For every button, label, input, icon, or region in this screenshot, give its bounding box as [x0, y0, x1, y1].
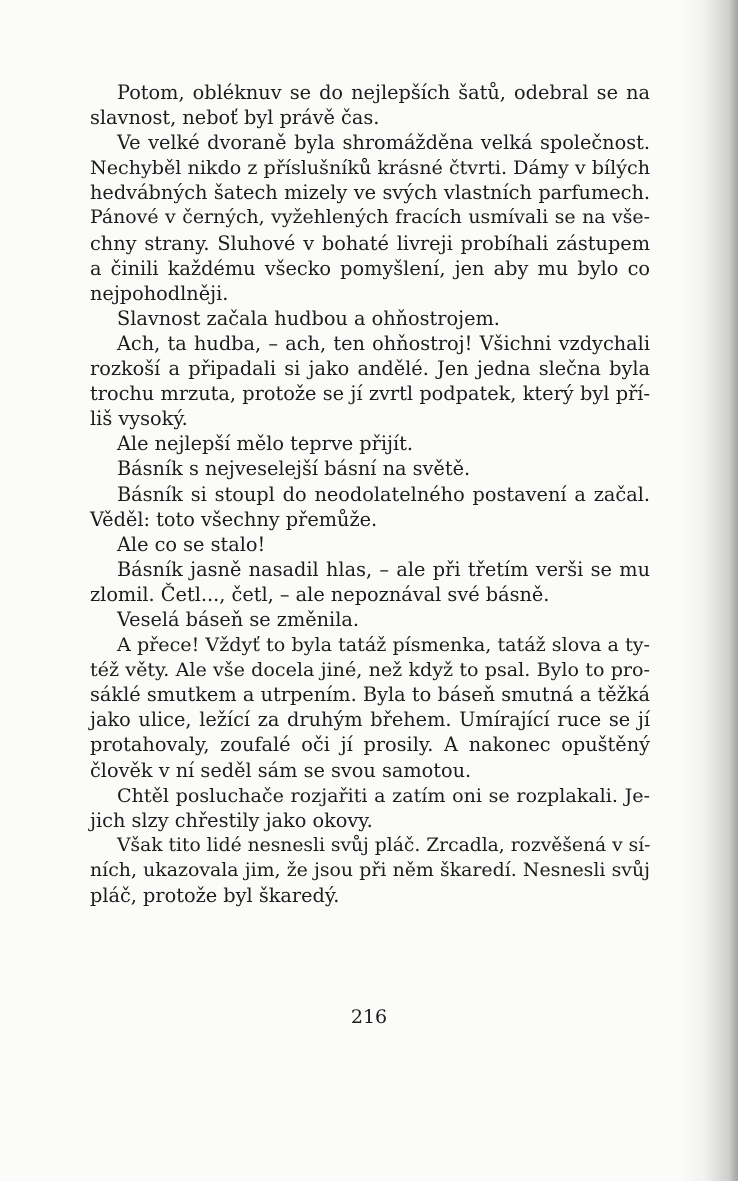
spine-shadow: [678, 0, 738, 1181]
text-line: Chtěl posluchače rozjařiti a zatím oni se rozplakali. Je-: [117, 783, 650, 807]
body-text: [90, 80, 650, 908]
text-line: trochu mrzuta, protože se jí zvrtl podpatek, který byl pří-: [90, 382, 650, 406]
text-line: Potom, obléknuv se do nejlepších šatů, odebral se na: [117, 81, 650, 104]
text-line: Básník jasně nasadil hlas, – ale při třetím verši se mu: [117, 557, 650, 581]
text-line: zlomil. Četl..., četl, – ale nepoznával své básně.: [90, 582, 550, 606]
paragraph: [90, 632, 650, 783]
text-line: a činili každému všecko pomyšlení, jen aby mu bylo co: [90, 256, 650, 280]
text-line: A přece! Vždyť to byla tatáž písmenka, tatáž slova a ty-: [117, 633, 650, 657]
text-line: rozkoší a připadali si jako andělé. Jen jedna slečna byla: [90, 357, 650, 381]
text-line: Ve velké dvoraně byla shromážděna velká společnost.: [117, 131, 650, 155]
paragraph: [90, 130, 650, 306]
paragraph: [90, 532, 650, 557]
paragraph: [90, 783, 650, 833]
text-line: chny strany. Sluhové v bohaté livreji probíhali zástupem: [90, 231, 650, 255]
text-line: sáklé smutkem a utrpením. Byla to báseň smutná a těžká: [90, 683, 650, 707]
paragraph: [90, 607, 650, 632]
text-line: protahovaly, zoufalé oči jí prosily. A nakonec opuštěný: [90, 733, 650, 757]
text-line: jako ulice, ležící za druhým břehem. Umírající ruce se jí: [90, 708, 650, 732]
paragraph: [90, 331, 650, 431]
paragraph: [90, 833, 650, 908]
text-line: Nechyběl nikdo z příslušníků krásné čtvrti. Dámy v bílých: [90, 156, 650, 180]
paragraph: [90, 80, 650, 130]
paragraph: [90, 482, 650, 532]
text-line: též věty. Ale vše docela jiné, než když to psal. Bylo to pro-: [90, 658, 650, 682]
text-line: nejpohodlněji.: [90, 281, 229, 305]
page-number: 216: [350, 1006, 388, 1028]
text-line: pláč, protože byl škaredý.: [90, 884, 340, 907]
paragraph: [90, 557, 650, 607]
text-line: Ale co se stalo!: [117, 532, 266, 556]
text-line: Pánové v černých, vyžehlených fracích usmívali se na vše-: [90, 206, 650, 229]
paragraph: [90, 431, 650, 456]
text-line: ních, ukazovala jim, že jsou při něm škaredí. Nesnesli svůj: [90, 858, 650, 881]
text-line: Slavnost začala hudbou a ohňostrojem.: [117, 306, 500, 330]
text-line: Básník s nejveselejší básní na světě.: [117, 457, 471, 481]
text-line: Věděl: toto všechny přemůže.: [90, 507, 378, 531]
text-line: hedvábných šatech mizely ve svých vlastních parfumech.: [90, 181, 650, 205]
text-line: slavnost, neboť byl právě čas.: [90, 106, 380, 130]
paragraph: [90, 456, 650, 481]
text-line: Ale nejlepší mělo teprve přijít.: [117, 432, 414, 456]
text-line: člověk v ní seděl sám se svou samotou.: [90, 758, 472, 782]
text-line: Však tito lidé nesnesli svůj pláč. Zrcadla, rozvěšená v sí-: [117, 834, 651, 856]
text-line: Ach, ta hudba, – ach, ten ohňostroj! Všichni vzdychali: [117, 331, 650, 355]
text-line: Veselá báseň se změnila.: [117, 607, 360, 631]
text-line: jich slzy chřestily jako okovy.: [90, 808, 373, 832]
text-line: Básník si stoupl do neodolatelného postavení a začal.: [117, 482, 650, 506]
paragraph: [90, 306, 650, 331]
text-line: liš vysoký.: [90, 407, 188, 431]
